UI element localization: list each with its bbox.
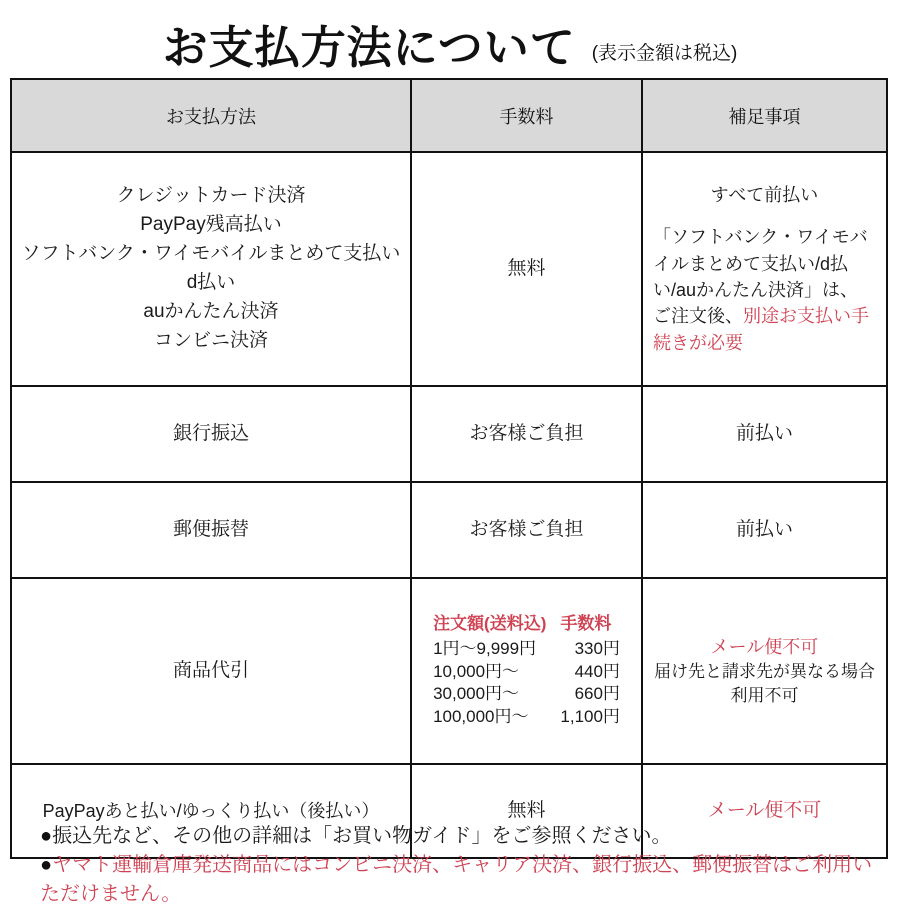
note-heading: すべて前払い [710, 185, 819, 206]
cell-method [11, 578, 411, 764]
cod-fee-header-range: 注文額(送料込) [433, 614, 547, 634]
cell-fee [411, 386, 642, 482]
fee-value: 無料 [507, 799, 546, 821]
note-restriction-black: 届け先と請求先が異なる場合利用不可 [654, 662, 875, 706]
cell-fee [411, 152, 642, 386]
table-header-row [11, 79, 887, 152]
fee-value: お客様ご負担 [469, 518, 584, 540]
cell-note [642, 482, 887, 578]
table-row [11, 482, 887, 578]
list-item: ソフトバンク・ワイモバイルまとめて支払い [21, 243, 401, 265]
cod-fee-amount: 440円 [574, 661, 620, 681]
cod-fee-header-fee: 手数料 [560, 614, 612, 634]
table-header [11, 79, 887, 152]
list-item: コンビニ決済 [153, 329, 268, 351]
cod-fee-table [433, 613, 620, 729]
note-value: 前払い [735, 422, 793, 444]
cell-method-list [11, 152, 411, 386]
list-item: auかんたん決済 [143, 300, 279, 322]
fee-value: 無料 [507, 257, 546, 279]
cod-fee-header-row [433, 613, 620, 638]
page-subtitle: (表示金額は税込) [591, 43, 738, 64]
payment-method-list [18, 182, 404, 355]
cod-fee-range: 10,000円〜 [433, 661, 520, 681]
note-block [649, 182, 880, 356]
bullet-icon: ● [40, 825, 53, 847]
method-label: 郵便振替 [172, 518, 249, 540]
page-title: お支払方法について [162, 22, 576, 73]
method-label: PayPayあと払い/ゆっくり払い（後払い） [42, 800, 380, 821]
cell-note [642, 578, 887, 764]
cod-fee-row [433, 706, 620, 729]
cod-fee-range: 1円〜9,999円 [433, 638, 537, 658]
table-row [11, 386, 887, 482]
cod-fee-range: 100,000円〜 [433, 707, 529, 727]
note-body [649, 224, 880, 355]
cod-fee-row [433, 683, 620, 706]
cell-fee-table [411, 578, 642, 764]
payment-methods-table [10, 78, 888, 859]
list-item: PayPay残高払い [140, 214, 282, 236]
column-header-fee: 手数料 [411, 79, 642, 152]
cell-note [642, 152, 887, 386]
bullet-icon: ● [40, 854, 53, 876]
cod-fee-amount: 660円 [574, 684, 620, 704]
note-restriction-red: メール便不可 [707, 799, 822, 821]
column-header-note: 補足事項 [642, 79, 887, 152]
note-body-red: 別途お支払い手続きが必要 [653, 306, 869, 353]
note-restriction-red: メール便不可 [710, 637, 819, 658]
footnote-text-2: ヤマト運輸倉庫発送商品にはコンビニ決済、キャリア決済、銀行振込、郵便振替はご利用いただけません。 [40, 854, 873, 905]
footnote-line-1 [40, 822, 890, 851]
table-row [11, 578, 887, 764]
list-item: クレジットカード決済 [116, 185, 306, 207]
footnote-text-1: 振込先など、その他の詳細は「お買い物ガイド」をご参照ください。 [52, 825, 672, 847]
table-row [11, 152, 887, 386]
cod-fee-range: 30,000円〜 [433, 684, 520, 704]
cod-fee-row [433, 661, 620, 684]
method-label: 商品代引 [172, 659, 249, 681]
cod-fee-amount: 1,100円 [560, 707, 620, 727]
cod-fee-row [433, 638, 620, 661]
cell-method [11, 482, 411, 578]
table-body [11, 152, 887, 858]
list-item: d払い [186, 272, 236, 293]
footnotes [40, 822, 890, 909]
method-label: 銀行振込 [172, 422, 249, 444]
note-value: 前払い [735, 518, 793, 540]
column-header-method: お支払方法 [11, 79, 411, 152]
note-body-black: 「ソフトバンク・ワイモバイルまとめて支払い/d払い/auかんたん決済」は、ご注文後、 [653, 227, 868, 327]
cell-method [11, 386, 411, 482]
fee-value: お客様ご負担 [469, 422, 584, 444]
cell-note [642, 386, 887, 482]
cod-fee-amount: 330円 [574, 638, 620, 658]
footnote-line-2 [40, 851, 890, 909]
cell-fee [411, 482, 642, 578]
page-title-bar [0, 10, 900, 73]
